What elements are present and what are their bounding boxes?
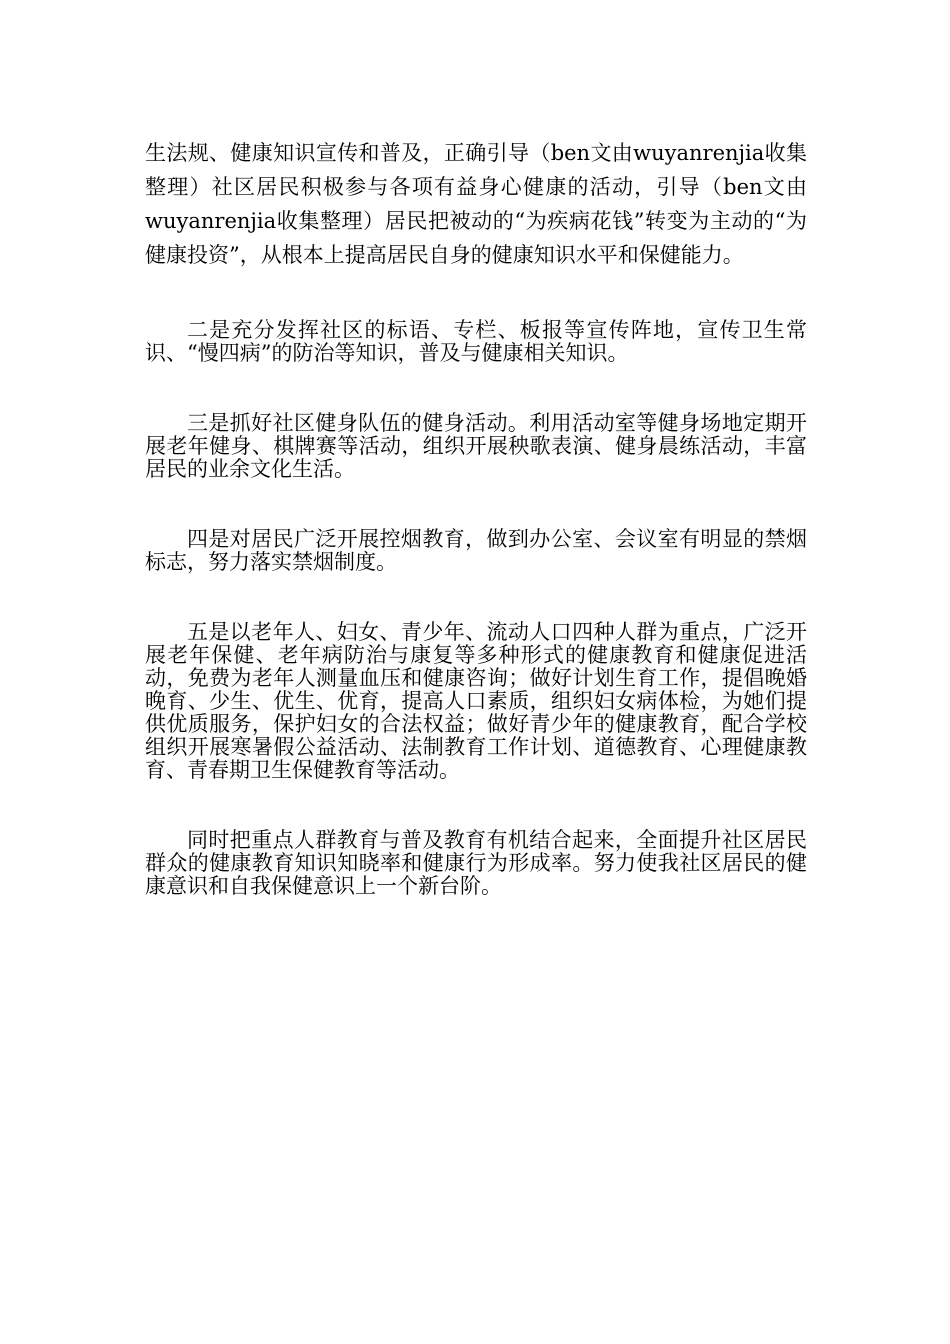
document-page: [145, 136, 807, 898]
paragraph-4: 四是对居民广泛开展控烟教育，做到办公室、会议室有明显的禁烟标志，努力落实禁烟制度。: [145, 527, 807, 574]
paragraph-1: 生法规、健康知识宣传和普及，正确引导（ben文由wuyanrenjia收集整理）社区居民积极参与各项有益身心健康的活动，引导（ben文由wuyanrenjia收集整理）居民把被动的“为疾病花钱”转变为主动的“为健康投资”，从根本上提高居民自身的健康知识水平和保健能力。: [145, 141, 807, 267]
paragraph-5: 五是以老年人、妇女、青少年、流动人口四种人群为重点，广泛开展老年保健、老年病防治与康复等多种形式的健康教育和健康促进活动，免费为老年人测量血压和健康咨询；做好计划生育工作，提倡晚婚晚育、少生、优生、优育，提高人口素质，组织妇女病体检，为她们提供优质服务，保护妇女的合法权益；做好青少年的健康教育，配合学校组织开展寒暑假公益活动、法制教育工作计划、道德教育、心理健康教育、青春期卫生保健教育等活动。: [145, 620, 807, 782]
paragraph-gap: [145, 365, 807, 412]
paragraph-3: 三是抓好社区健身队伍的健身活动。利用活动室等健身场地定期开展老年健身、棋牌赛等活动，组织开展秧歌表演、健身晨练活动，丰富居民的业余文化生活。: [145, 411, 807, 481]
paragraph-gap: [145, 574, 807, 621]
paragraph-gap: [145, 782, 807, 829]
paragraph-gap: [145, 272, 807, 319]
paragraph-2: 二是充分发挥社区的标语、专栏、板报等宣传阵地，宣传卫生常识、“慢四病”的防治等知识，普及与健康相关知识。: [145, 318, 807, 365]
paragraph-gap: [145, 481, 807, 528]
paragraph-6: 同时把重点人群教育与普及教育有机结合起来，全面提升社区居民群众的健康教育知识知晓率和健康行为形成率。努力使我社区居民的健康意识和自我保健意识上一个新台阶。: [145, 828, 807, 898]
